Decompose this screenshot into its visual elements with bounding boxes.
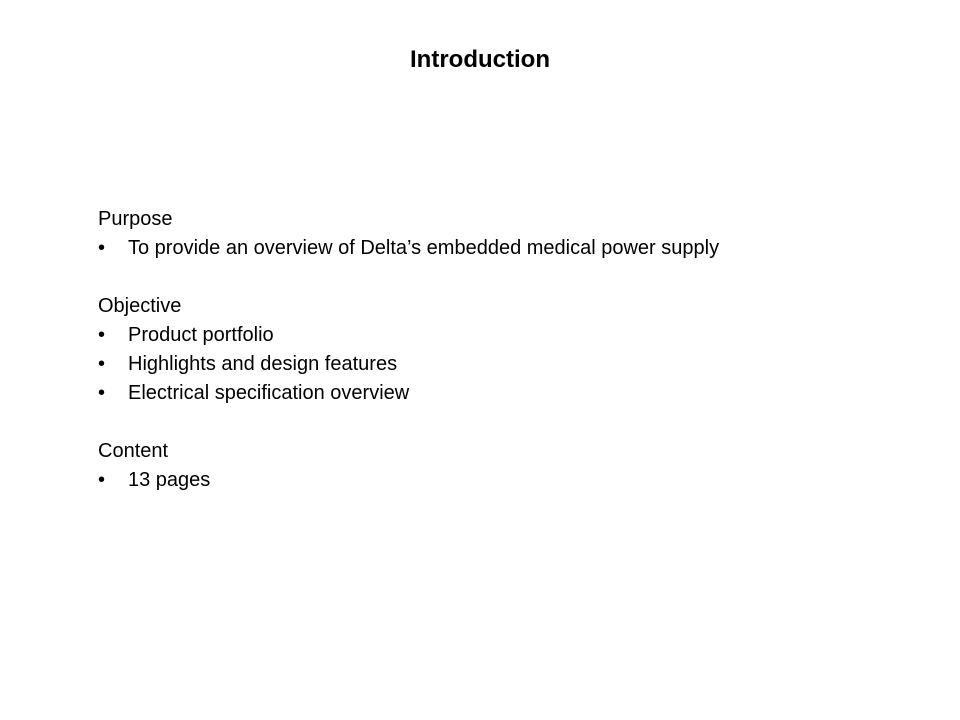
list-item — [98, 466, 898, 495]
slide-body — [98, 205, 898, 524]
section-content — [98, 437, 898, 495]
section-heading: Objective — [98, 295, 182, 317]
bullet-list — [98, 466, 898, 495]
bullet-icon: • — [98, 237, 106, 259]
list-item-text: 13 pages — [128, 469, 211, 491]
list-item-text: To provide an overview of Delta’s embedded medical power supply — [128, 237, 720, 259]
section-heading: Content — [98, 440, 169, 462]
bullet-icon: • — [98, 382, 106, 404]
bullet-icon: • — [98, 324, 106, 346]
bullet-list — [98, 321, 898, 408]
section-heading: Purpose — [98, 208, 173, 230]
list-item — [98, 321, 898, 350]
bullet-icon: • — [98, 469, 106, 491]
bullet-list — [98, 234, 898, 263]
list-item-text: Highlights and design features — [128, 353, 398, 375]
list-item — [98, 379, 898, 408]
list-item — [98, 234, 898, 263]
section-purpose — [98, 205, 898, 263]
section-objective — [98, 292, 898, 408]
list-item — [98, 350, 898, 379]
list-item-text: Product portfolio — [128, 324, 274, 346]
slide-title: Introduction — [410, 46, 550, 73]
list-item-text: Electrical specification overview — [128, 382, 410, 404]
bullet-icon: • — [98, 353, 106, 375]
